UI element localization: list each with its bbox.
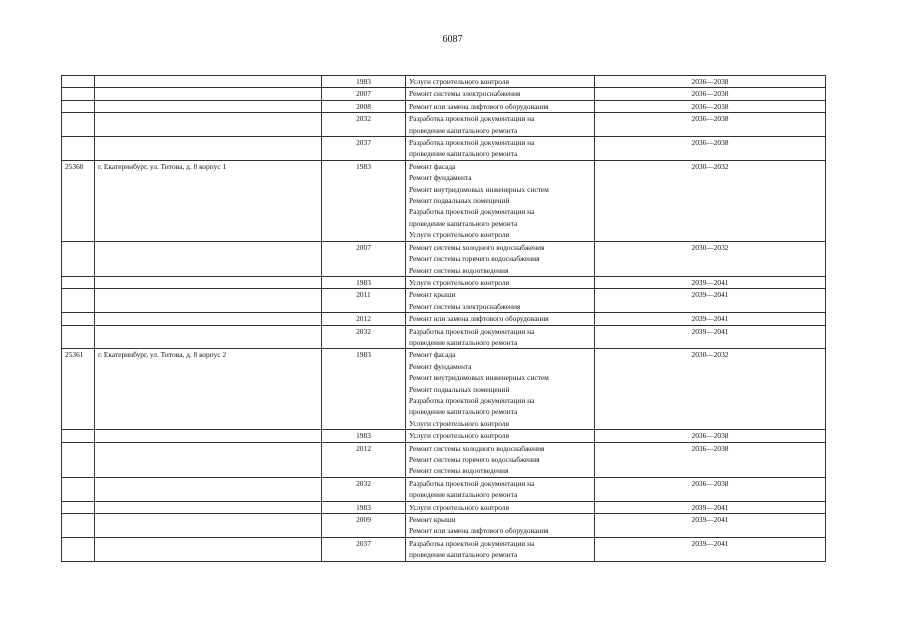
page-number: 6087: [442, 34, 463, 45]
work-type-line: проведение капитального ремонта: [409, 218, 518, 228]
address-cell: [95, 76, 322, 88]
period-cell: 2030—2032: [595, 160, 826, 241]
address-cell: [95, 289, 322, 313]
address-cell: [95, 88, 322, 100]
object-id-cell: [62, 430, 95, 442]
work-type-line: проведение капитального ремонта: [409, 149, 518, 159]
period-cell: 2039—2041: [595, 537, 826, 561]
object-id-cell: [62, 477, 95, 501]
work-type-line: проведение капитального ремонта: [409, 490, 518, 500]
table-row: [62, 537, 826, 561]
period-cell: 2039—2041: [595, 289, 826, 313]
work-type-line: Разработка проектной документации на: [409, 326, 535, 336]
period-cell: 2036—2038: [595, 88, 826, 100]
work-types-cell: [406, 137, 595, 161]
year-cell: 2012: [322, 313, 406, 325]
year-cell: 1983: [322, 76, 406, 88]
table-row: [62, 430, 826, 442]
table-row: [62, 88, 826, 100]
period-cell: 2036—2038: [595, 100, 826, 112]
work-type-line: Разработка проектной документации на: [409, 478, 535, 488]
year-cell: 2032: [322, 325, 406, 349]
address-cell: г. Екатеринбург, ул. Титова, д. 8 корпус 2: [95, 349, 322, 430]
object-id-cell: [62, 325, 95, 349]
work-type-line: Услуги строительного контроля: [409, 230, 509, 240]
work-type-line: Ремонт системы горячего водоснабжения: [409, 254, 540, 264]
object-id-cell: [62, 289, 95, 313]
work-type-line: Ремонт фасада: [409, 350, 456, 360]
period-cell: 2036—2038: [595, 76, 826, 88]
table-row: [62, 349, 826, 430]
year-cell: 2037: [322, 137, 406, 161]
address-cell: [95, 325, 322, 349]
period-cell: 2036—2038: [595, 137, 826, 161]
address-cell: [95, 514, 322, 538]
address-cell: [95, 501, 322, 513]
work-types-cell: [406, 477, 595, 501]
period-cell: 2030—2032: [595, 241, 826, 276]
work-type-line: Ремонт или замена лифтового оборудования: [409, 101, 549, 111]
year-cell: 2032: [322, 477, 406, 501]
work-type-line: Ремонт системы холодного водоснабжения: [409, 242, 545, 252]
work-types-cell: [406, 241, 595, 276]
work-types-cell: [406, 514, 595, 538]
work-types-cell: [406, 100, 595, 112]
address-cell: [95, 137, 322, 161]
work-type-line: Разработка проектной документации на: [409, 138, 535, 148]
work-type-line: Разработка проектной документации на: [409, 395, 535, 405]
period-cell: 2036—2038: [595, 442, 826, 477]
table-body: [62, 76, 826, 562]
table-row: [62, 241, 826, 276]
work-types-cell: [406, 113, 595, 137]
object-id-cell: [62, 442, 95, 477]
object-id-cell: [62, 100, 95, 112]
address-cell: [95, 241, 322, 276]
period-cell: 2036—2038: [595, 113, 826, 137]
work-type-line: Услуги строительного контроля: [409, 277, 509, 287]
year-cell: 1983: [322, 430, 406, 442]
year-cell: 2008: [322, 100, 406, 112]
work-type-line: Ремонт системы холодного водоснабжения: [409, 443, 545, 453]
address-cell: [95, 313, 322, 325]
work-type-line: Ремонт фундамента: [409, 173, 472, 183]
period-cell: 2036—2038: [595, 477, 826, 501]
work-type-line: проведение капитального ремонта: [409, 550, 518, 560]
address-cell: [95, 276, 322, 288]
work-type-line: Ремонт крыши: [409, 290, 456, 300]
work-type-line: Услуги строительного контроля: [409, 77, 509, 86]
address-cell: [95, 100, 322, 112]
work-types-cell: [406, 276, 595, 288]
year-cell: 2012: [322, 442, 406, 477]
work-type-line: Ремонт или замена лифтового оборудования: [409, 314, 549, 324]
year-cell: 1983: [322, 276, 406, 288]
period-cell: 2030—2032: [595, 349, 826, 430]
period-cell: 2039—2041: [595, 325, 826, 349]
work-type-line: Ремонт фасада: [409, 161, 456, 171]
work-types-cell: [406, 76, 595, 88]
year-cell: 2007: [322, 241, 406, 276]
table-row: [62, 501, 826, 513]
year-cell: 2007: [322, 88, 406, 100]
table-row: [62, 160, 826, 241]
work-type-line: Ремонт системы электроснабжения: [409, 301, 521, 311]
repair-schedule-table: [61, 75, 826, 562]
year-cell: 1983: [322, 349, 406, 430]
object-id-cell: [62, 241, 95, 276]
work-type-line: Ремонт системы водоотведения: [409, 466, 509, 476]
work-type-line: проведение капитального ремонта: [409, 337, 518, 347]
period-cell: 2039—2041: [595, 514, 826, 538]
work-type-line: проведение капитального ремонта: [409, 125, 518, 135]
table-row: [62, 289, 826, 313]
work-types-cell: [406, 160, 595, 241]
work-types-cell: [406, 537, 595, 561]
work-types-cell: [406, 501, 595, 513]
work-types-cell: [406, 289, 595, 313]
year-cell: 2009: [322, 514, 406, 538]
period-cell: 2039—2041: [595, 501, 826, 513]
year-cell: 2011: [322, 289, 406, 313]
work-type-line: Услуги строительного контроля: [409, 418, 509, 428]
period-cell: 2039—2041: [595, 276, 826, 288]
work-type-line: Ремонт подвальных помещений: [409, 196, 510, 206]
table-row: [62, 514, 826, 538]
object-id-cell: [62, 501, 95, 513]
work-types-cell: [406, 88, 595, 100]
object-id-cell: [62, 313, 95, 325]
work-type-line: Услуги строительного контроля: [409, 502, 509, 512]
table-row: [62, 76, 826, 88]
work-type-line: Ремонт системы водоотведения: [409, 265, 509, 275]
work-type-line: Разработка проектной документации на: [409, 207, 535, 217]
work-types-cell: [406, 442, 595, 477]
table-row: [62, 325, 826, 349]
table-row: [62, 100, 826, 112]
address-cell: [95, 430, 322, 442]
object-id-cell: [62, 113, 95, 137]
table-row: [62, 276, 826, 288]
work-type-line: проведение капитального ремонта: [409, 407, 518, 417]
work-type-line: Ремонт внутридомовых инженерных систем: [409, 184, 549, 194]
work-type-line: Ремонт системы электроснабжения: [409, 89, 521, 99]
address-cell: [95, 537, 322, 561]
work-types-cell: [406, 313, 595, 325]
address-cell: [95, 477, 322, 501]
work-types-cell: [406, 349, 595, 430]
work-type-line: Ремонт подвальных помещений: [409, 384, 510, 394]
table-row: [62, 313, 826, 325]
work-type-line: Разработка проектной документации на: [409, 538, 535, 548]
table-row: [62, 442, 826, 477]
period-cell: 2036—2038: [595, 430, 826, 442]
object-id-cell: [62, 514, 95, 538]
address-cell: г. Екатеринбург, ул. Титова, д. 8 корпус 1: [95, 160, 322, 241]
work-type-line: Услуги строительного контроля: [409, 431, 509, 441]
object-id-cell: [62, 76, 95, 88]
period-cell: 2039—2041: [595, 313, 826, 325]
object-id-cell: [62, 88, 95, 100]
table-row: [62, 113, 826, 137]
table-row: [62, 477, 826, 501]
work-type-line: Ремонт крыши: [409, 515, 456, 525]
work-types-cell: [406, 325, 595, 349]
year-cell: 1983: [322, 160, 406, 241]
address-cell: [95, 113, 322, 137]
work-type-line: Ремонт или замена лифтового оборудования: [409, 526, 549, 536]
year-cell: 2037: [322, 537, 406, 561]
year-cell: 2032: [322, 113, 406, 137]
work-type-line: Разработка проектной документации на: [409, 114, 535, 124]
address-cell: [95, 442, 322, 477]
table-row: [62, 137, 826, 161]
work-type-line: Ремонт внутридомовых инженерных систем: [409, 373, 549, 383]
object-id-cell: 25360: [62, 160, 95, 241]
object-id-cell: 25361: [62, 349, 95, 430]
object-id-cell: [62, 137, 95, 161]
year-cell: 1983: [322, 501, 406, 513]
work-type-line: Ремонт фундамента: [409, 361, 472, 371]
work-type-line: Ремонт системы горячего водоснабжения: [409, 455, 540, 464]
work-types-cell: [406, 430, 595, 442]
object-id-cell: [62, 276, 95, 288]
object-id-cell: [62, 537, 95, 561]
